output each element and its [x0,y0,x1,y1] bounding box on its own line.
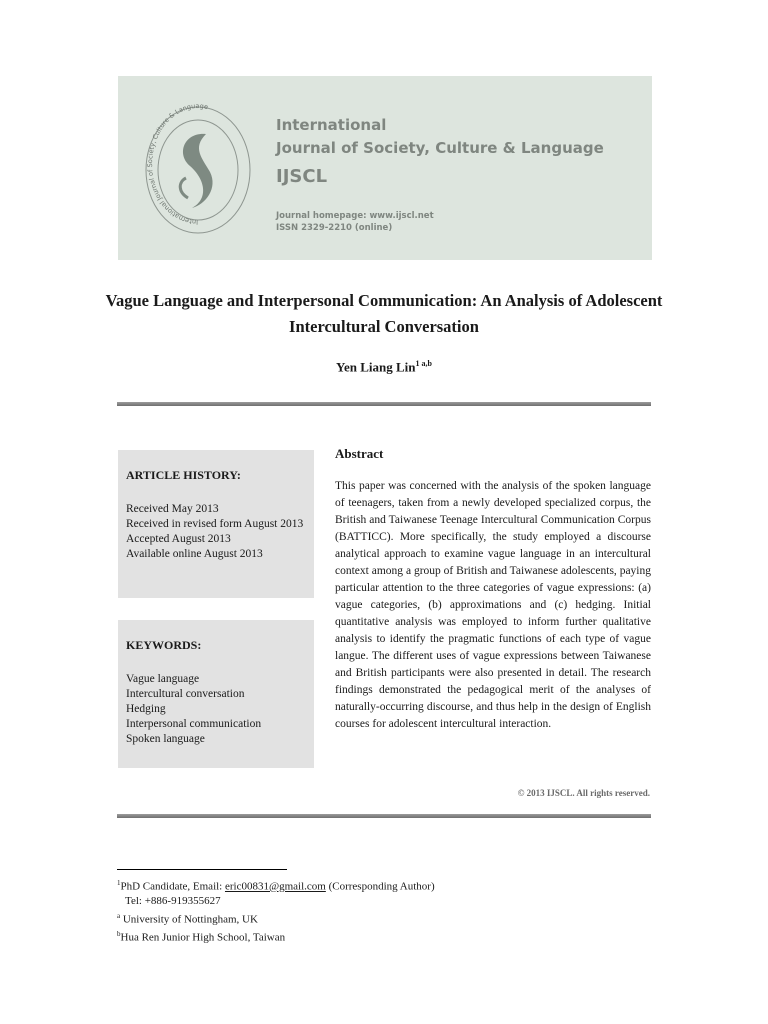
article-title: Vague Language and Interpersonal Communication: An Analysis of Adolescent Intercultural Conversation [105,291,663,336]
copyright-notice: © 2013 IJSCL. All rights reserved. [517,788,650,798]
journal-logo-icon [144,102,252,238]
keywords-box [118,620,314,768]
history-line: Available online August 2013 [126,548,263,560]
keyword-item: Intercultural conversation [126,688,245,700]
footnote-rule [117,869,287,870]
author-name: Yen Liang Lin [336,359,416,375]
footnote-1 [117,876,435,894]
keyword-item: Vague language [126,673,200,685]
footnote-marker: 1 [117,879,121,887]
keyword-item: Spoken language [126,733,205,745]
journal-name-line2: Journal of Society, Culture & Language [276,139,604,157]
footnote-marker: a [117,911,121,920]
journal-name-line1: International [276,116,387,134]
footnote-1-text: PhD Candidate, Email: [120,880,225,893]
footnote-1-tel: Tel: +886-919355627 [125,895,221,908]
header-divider [117,402,651,406]
abstract-heading: Abstract [335,446,384,461]
footnote-b-text: Hua Ren Junior High School, Taiwan [120,931,286,944]
keyword-item: Interpersonal communication [126,718,262,730]
journal-abbreviation: IJSCL [276,166,328,187]
journal-issn: ISSN 2329-2210 (online) [276,223,393,233]
keywords-heading: KEYWORDS: [126,638,202,652]
history-line: Received May 2013 [126,503,219,515]
footnote-1-suffix: (Corresponding Author) [325,880,435,893]
author-affiliation-marks: 1 a,b [415,359,432,368]
footnote-a-text: University of Nottingham, UK [122,913,258,926]
history-line: Received in revised form August 2013 [126,518,304,530]
footnote-b [117,927,435,945]
history-line: Accepted August 2013 [126,533,231,545]
journal-homepage: Journal homepage: www.ijscl.net [276,211,434,221]
abstract-text: This paper was concerned with the analysis of the spoken language of teenagers, taken from a newly developed specialized corpus, the British and Taiwanese Teenage Intercultural Communication Corpus (BATTICC). More specifically, the study employed a discourse analytical approach to examine vague language in an intercultural context among a group of British and Taiwanese adolescents, paying particular attention to the three categories of vague expressions: (a) vague categories, (b) approximations and (c) hedging. Initial quantitative analysis was employed to inform further qualitative analysis to identify the pragmatic functions of each type of vague langue. The different uses of vague expressions between Taiwanese and British participants were also presented in detail. The research findings demonstrated the pedagogical merit of the analyses of naturally-occurring discourse, and thus help in the design of English courses for adolescent intercultural interaction. [335,480,651,730]
seal-text: International Journal of Society, Culture & Language [146,102,209,227]
footnote-marker: b [117,929,121,938]
article-history-heading: ARTICLE HISTORY: [126,468,241,482]
journal-banner [118,76,652,260]
author-line [0,359,768,375]
keyword-item: Hedging [126,703,166,715]
footnotes [117,876,435,945]
abstract-divider [117,814,651,818]
article-history-box [118,450,314,598]
author-email-link[interactable]: eric00831@gmail.com [224,880,326,893]
footnote-a [117,909,435,927]
